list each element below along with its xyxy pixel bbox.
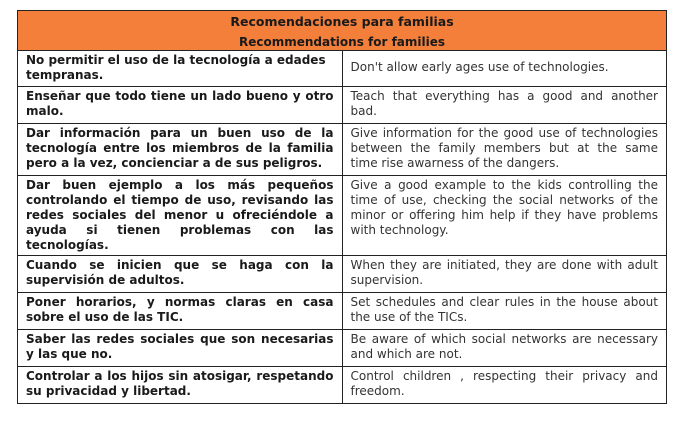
table-row bbox=[18, 367, 667, 404]
table-header-row bbox=[18, 11, 667, 51]
table-row bbox=[18, 124, 667, 176]
cell-es: Controlar a los hijos sin atosigar, respetando su privacidad y libertad. bbox=[18, 367, 343, 404]
table-row bbox=[18, 87, 667, 124]
cell-es: Dar información para un buen uso de la tecnología entre los miembros de la familia pero a la vez, concienciar a de sus peligros. bbox=[18, 124, 343, 176]
cell-en: Set schedules and clear rules in the house about the use of the TICs. bbox=[342, 293, 667, 330]
table-row bbox=[18, 293, 667, 330]
table-row bbox=[18, 330, 667, 367]
cell-es: Cuando se inicien que se haga con la supervisión de adultos. bbox=[18, 256, 343, 293]
table-header bbox=[18, 11, 667, 51]
cell-es: Dar buen ejemplo a los más pequeños controlando el tiempo de uso, revisando las redes sociales del menor u ofreciéndole a ayuda si tienen problemas con las tecnologías. bbox=[18, 176, 343, 256]
cell-es: Poner horarios, y normas claras en casa sobre el uso de las TIC. bbox=[18, 293, 343, 330]
recommendations-table bbox=[17, 10, 667, 404]
cell-en: Teach that everything has a good and another bad. bbox=[342, 87, 667, 124]
cell-es: No permitir el uso de la tecnología a edades tempranas. bbox=[18, 51, 343, 87]
table-row bbox=[18, 256, 667, 293]
cell-es: Saber las redes sociales que son necesarias y las que no. bbox=[18, 330, 343, 367]
cell-en: Control children , respecting their privacy and freedom. bbox=[342, 367, 667, 404]
cell-en: Don't allow early ages use of technologies. bbox=[342, 51, 667, 87]
cell-en: Be aware of which social networks are necessary and which are not. bbox=[342, 330, 667, 367]
cell-es: Enseñar que todo tiene un lado bueno y otro malo. bbox=[18, 87, 343, 124]
cell-en: Give information for the good use of technologies between the family members but at the same time rise awarness of the dangers. bbox=[342, 124, 667, 176]
table-title-es: Recomendaciones para familias bbox=[230, 14, 454, 29]
table-row bbox=[18, 176, 667, 256]
cell-en: When they are initiated, they are done with adult supervision. bbox=[342, 256, 667, 293]
cell-en: Give a good example to the kids controlling the time of use, checking the social networks of the minor or offering him help if they have problems with technology. bbox=[342, 176, 667, 256]
table-title-en: Recommendations for families bbox=[238, 35, 446, 49]
table-row bbox=[18, 51, 667, 87]
